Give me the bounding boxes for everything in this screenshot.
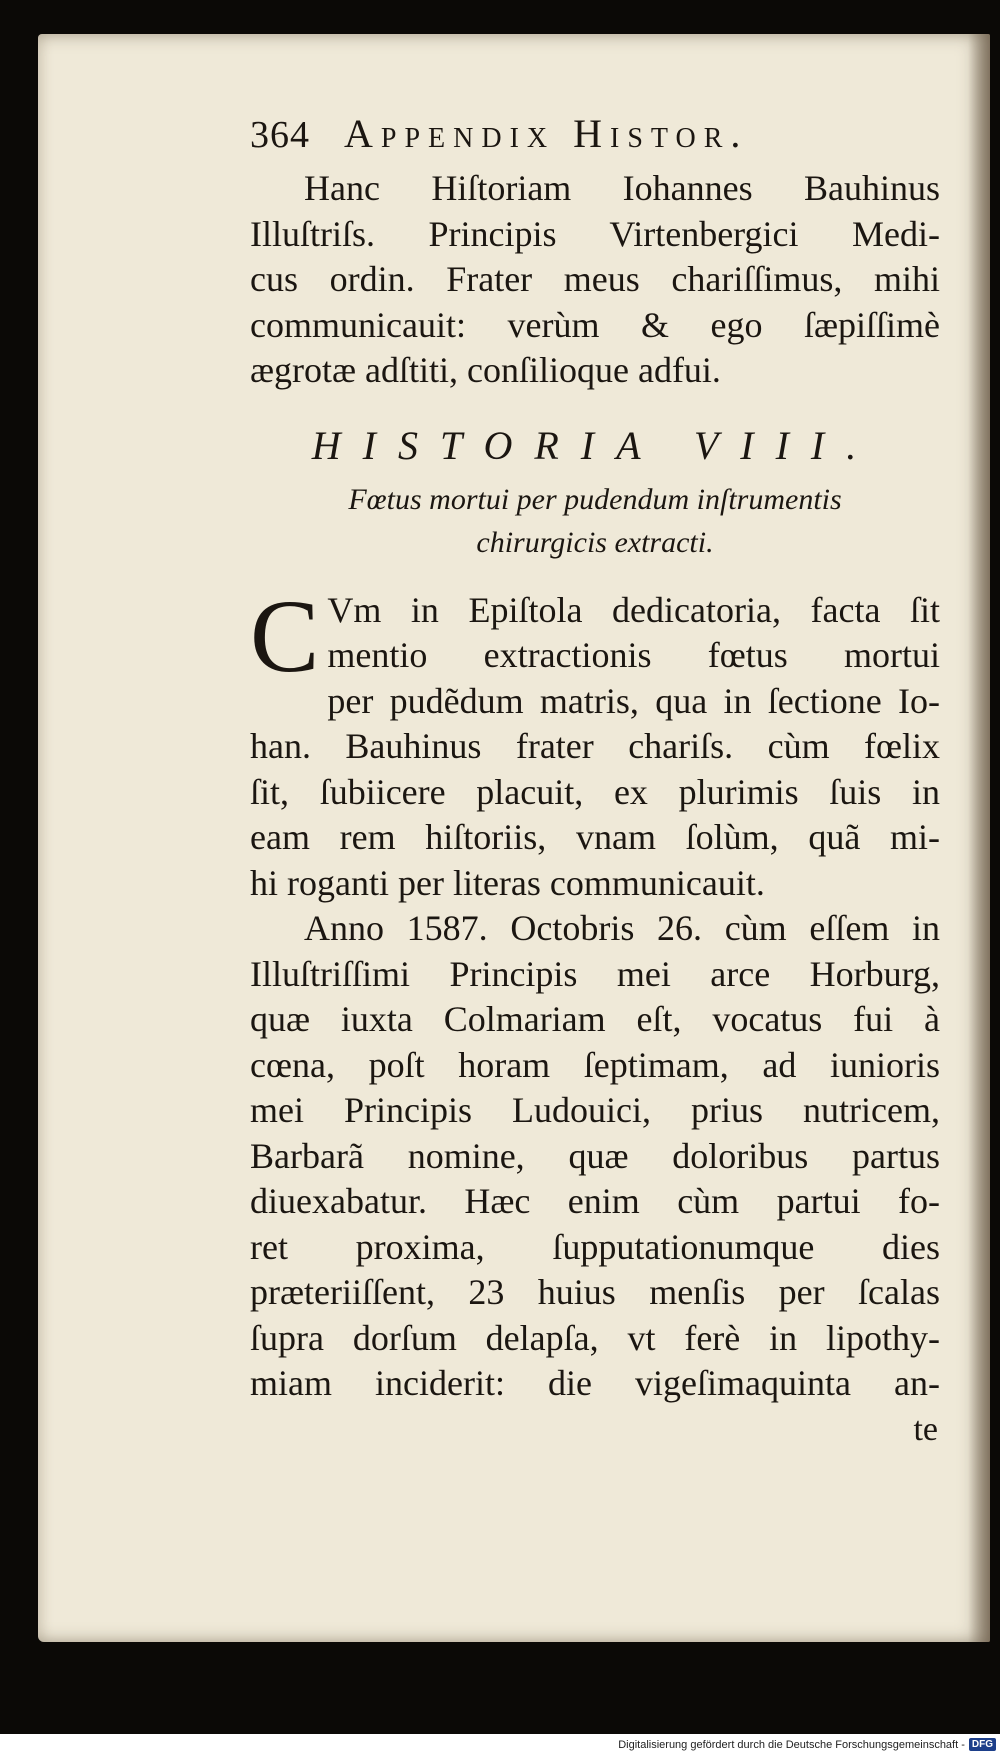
body-line: Barbarã nomine, quæ doloribus partus bbox=[250, 1135, 940, 1176]
body-line: Anno 1587. Octobris 26. cùm eſſem in bbox=[304, 908, 940, 948]
drop-cap: C bbox=[250, 578, 320, 694]
body-line: ſit, ſubiicere placuit, ex plurimis ſuis in bbox=[250, 771, 940, 812]
body-line: quæ iuxta Colmariam eſt, vocatus fui à bbox=[250, 999, 940, 1039]
catchword: te bbox=[913, 1410, 938, 1448]
body-paragraph bbox=[250, 578, 940, 1449]
body-line: per pudẽdum matris, qua in ſectione Io- bbox=[327, 680, 940, 721]
digitization-footer bbox=[0, 1734, 1000, 1755]
footer-credit: Digitalisierung gefördert durch die Deutsche Forschungsgemeinschaft - bbox=[618, 1738, 965, 1751]
intro-line: Illuſtriſs. Principis Virtenbergici Medi- bbox=[250, 213, 940, 254]
body-line: ſupra dorſum delapſa, vt ferè in lipothy- bbox=[250, 1317, 940, 1358]
intro-line: communicauit: verùm & ego ſæpiſſimè bbox=[250, 304, 940, 345]
page-text bbox=[250, 110, 940, 1449]
intro-line: cus ordin. Frater meus chariſſimus, mihi bbox=[250, 259, 940, 299]
body-line: eam rem hiſtoriis, vnam ſolùm, quã mi- bbox=[250, 817, 940, 857]
running-title: Appendix Histor. bbox=[344, 111, 749, 156]
body-line: mei Principis Ludouici, prius nutricem, bbox=[250, 1090, 940, 1130]
historia-title: HISTORIA VIII. bbox=[311, 422, 879, 468]
running-header bbox=[250, 110, 940, 166]
body-line: diuexabatur. Hæc enim cùm partui fo- bbox=[250, 1181, 940, 1221]
body-line: præteriiſſent, 23 huius menſis per ſcalas bbox=[250, 1272, 940, 1312]
body-line: mentio extractionis fœtus mortui bbox=[327, 635, 940, 675]
intro-line: Hanc Hiſtoriam Iohannes Bauhinus bbox=[304, 168, 940, 208]
body-line: miam inciderit: die vigeſimaquinta an- bbox=[250, 1363, 940, 1403]
body-line: cœna, poſt horam ſeptimam, ad iunioris bbox=[250, 1044, 940, 1085]
historia-subtitle-line: Fœtus mortui per pudendum inſtrumentis bbox=[348, 482, 842, 516]
body-line: Vm in Epiſtola dedicatoria, facta ſit bbox=[327, 589, 940, 630]
page-number: 364 bbox=[250, 114, 310, 156]
historia-subtitle-line: chirurgicis extracti. bbox=[476, 525, 714, 559]
body-line: Illuſtriſſimi Principis mei arce Horburg, bbox=[250, 953, 940, 994]
body-line: han. Bauhinus frater chariſs. cùm fœlix bbox=[250, 726, 940, 766]
body-line: ret proxima, ſupputationumque dies bbox=[250, 1226, 940, 1267]
body-line: hi roganti per literas communicauit. bbox=[250, 862, 765, 903]
dfg-logo: DFG bbox=[969, 1738, 996, 1751]
page-edge-shadow bbox=[968, 34, 990, 1642]
intro-line: ægrotæ adſtiti, conſilioque adfui. bbox=[250, 350, 721, 390]
intro-paragraph bbox=[250, 166, 940, 394]
